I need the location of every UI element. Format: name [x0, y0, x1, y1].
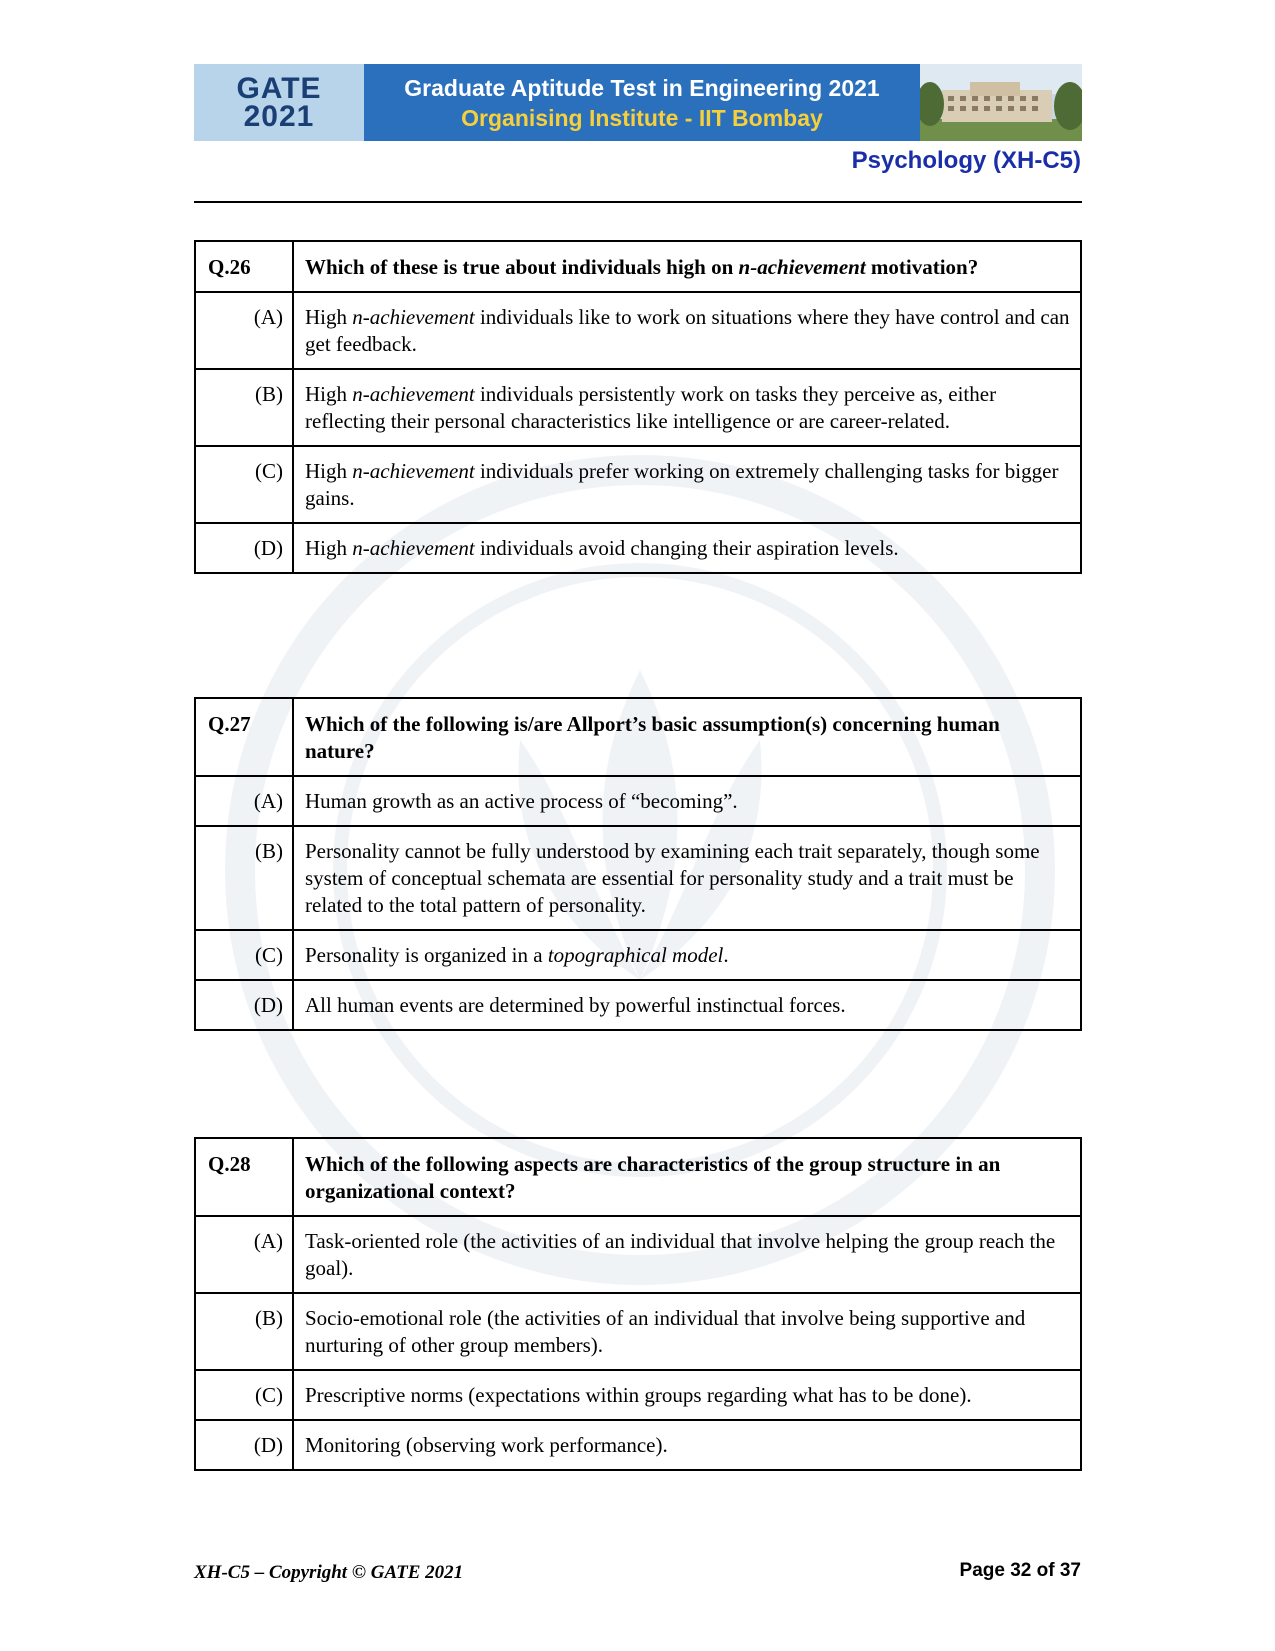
institute-building-image [920, 64, 1082, 141]
option-row [195, 292, 1081, 369]
page-number: Page 32 of 37 [959, 1560, 1081, 1581]
option-label: (D) [195, 1420, 293, 1470]
option-label: (B) [195, 1293, 293, 1370]
subject-title: Psychology (XH-C5) [851, 147, 1081, 174]
option-label: (A) [195, 292, 293, 369]
logo-line2: 2021 [243, 99, 315, 133]
option-label: (C) [195, 1370, 293, 1420]
option-text: Monitoring (observing work performance). [293, 1420, 1081, 1470]
question-row [195, 241, 1081, 292]
option-row [195, 523, 1081, 573]
question-number: Q.26 [195, 241, 293, 292]
option-text: High n-achievement individuals like to work on situations where they have control and can get feedback. [293, 292, 1081, 369]
option-label: (D) [195, 980, 293, 1030]
option-text: Human growth as an active process of “becoming”. [293, 776, 1081, 826]
option-label: (A) [195, 776, 293, 826]
option-text: Socio-emotional role (the activities of an individual that involve being supportive and nurturing of other group members). [293, 1293, 1081, 1370]
option-row [195, 446, 1081, 523]
option-label: (C) [195, 930, 293, 980]
option-label: (B) [195, 826, 293, 930]
question-text: Which of the following is/are Allport’s basic assumption(s) concerning human nature? [293, 698, 1081, 776]
option-row [195, 930, 1081, 980]
option-label: (C) [195, 446, 293, 523]
option-row [195, 1420, 1081, 1470]
question-number: Q.28 [195, 1138, 293, 1216]
gate-logo [194, 64, 364, 141]
option-text: Personality cannot be fully understood by examining each trait separately, though some system of conceptual schemata are essential for personality study and a trait must be related to the total pattern of personality. [293, 826, 1081, 930]
option-text: High n-achievement individuals persistently work on tasks they perceive as, either reflecting their personal characteristics like intelligence or are career-related. [293, 369, 1081, 446]
logo-line1: GATE [236, 71, 322, 105]
banner-title [364, 64, 920, 141]
banner-title-line2: Organising Institute - IIT Bombay [461, 104, 823, 131]
option-row [195, 826, 1081, 930]
option-row [195, 1370, 1081, 1420]
option-text: High n-achievement individuals avoid changing their aspiration levels. [293, 523, 1081, 573]
question-q26 [194, 240, 1082, 574]
question-number: Q.27 [195, 698, 293, 776]
option-label: (D) [195, 523, 293, 573]
option-text: All human events are determined by powerful instinctual forces. [293, 980, 1081, 1030]
header-divider [194, 201, 1082, 203]
option-row [195, 980, 1081, 1030]
option-text: Prescriptive norms (expectations within groups regarding what has to be done). [293, 1370, 1081, 1420]
header-banner [194, 64, 1082, 141]
question-row [195, 698, 1081, 776]
option-text: High n-achievement individuals prefer working on extremely challenging tasks for bigger gains. [293, 446, 1081, 523]
option-row [195, 1216, 1081, 1293]
footer-copyright: XH-C5 – Copyright © GATE 2021 [194, 1562, 464, 1583]
banner-title-line1: Graduate Aptitude Test in Engineering 2021 [404, 74, 880, 101]
option-row [195, 369, 1081, 446]
option-row [195, 776, 1081, 826]
question-text: Which of the following aspects are characteristics of the group structure in an organizational context? [293, 1138, 1081, 1216]
question-q28 [194, 1137, 1082, 1471]
option-label: (B) [195, 369, 293, 446]
question-q27 [194, 697, 1082, 1031]
option-text: Task-oriented role (the activities of an individual that involve helping the group reach the goal). [293, 1216, 1081, 1293]
question-row [195, 1138, 1081, 1216]
option-label: (A) [195, 1216, 293, 1293]
question-text: Which of these is true about individuals high on n-achievement motivation? [293, 241, 1081, 292]
option-text: Personality is organized in a topographical model. [293, 930, 1081, 980]
option-row [195, 1293, 1081, 1370]
